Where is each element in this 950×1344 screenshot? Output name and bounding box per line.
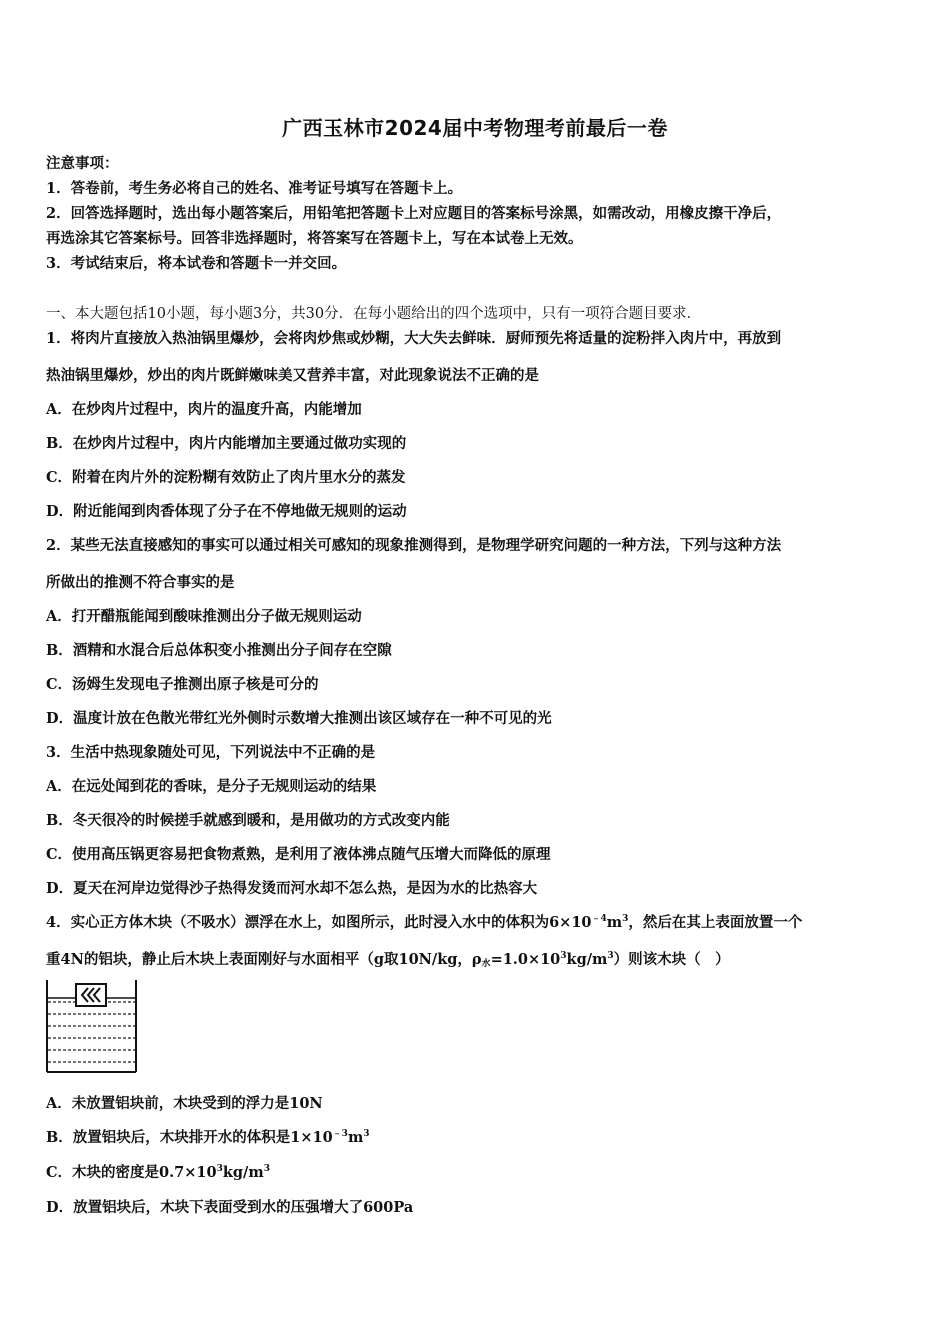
q1-stem: 热油锅里爆炒，炒出的肉片既鲜嫩味美又营养丰富，对此现象说法不正确的是 [46, 367, 539, 384]
notice-item: 3．考试结束后，将本试卷和答题卡一并交回。 [46, 255, 347, 272]
q3-option-b: B．冬天很冷的时候搓手就感到暖和，是用做功的方式改变内能 [46, 812, 450, 829]
q1-option-d: D．附近能闻到肉香体现了分子在不停地做无规则的运动 [46, 503, 407, 520]
q3-stem: 3．生活中热现象随处可见，下列说法中不正确的是 [46, 744, 376, 761]
wood-block [76, 984, 106, 1006]
q2-option-a: A．打开醋瓶能闻到酸味推测出分子做无规则运动 [46, 608, 362, 625]
q1-stem: 1．将肉片直接放入热油锅里爆炒，会将肉炒焦或炒糊，大大失去鲜味．厨师预先将适量的淀粉拌入肉片中，再放到 [46, 330, 782, 347]
notice-heading: 注意事项： [46, 155, 119, 172]
q2-stem: 2．某些无法直接感知的事实可以通过相关可感知的现象推测得到，是物理学研究问题的一种方法，下列与这种方法 [46, 537, 782, 554]
q3-option-a: A．在远处闻到花的香味，是分子无规则运动的结果 [46, 778, 377, 795]
q2-option-c: C．汤姆生发现电子推测出原子核是可分的 [46, 676, 319, 693]
q2-option-d: D．温度计放在色散光带红光外侧时示数增大推测出该区域存在一种不可见的光 [46, 710, 552, 727]
q4-option-a: A．未放置铝块前，木块受到的浮力是10N [46, 1095, 323, 1112]
notice-item: 2．回答选择题时，选出每小题答案后，用铅笔把答题卡上对应题目的答案标号涂黑，如需改动，用橡皮擦干净后， [46, 205, 782, 222]
q3-option-d: D．夏天在河岸边觉得沙子热得发烫而河水却不怎么热，是因为水的比热容大 [46, 880, 538, 897]
q1-option-c: C．附着在肉片外的淀粉糊有效防止了肉片里水分的蒸发 [46, 469, 406, 486]
notice-item: 再选涂其它答案标号。回答非选择题时，将答案写在答题卡上，写在本试卷上无效。 [46, 230, 583, 247]
q4-option-d: D．放置铝块后，木块下表面受到水的压强增大了600Pa [46, 1199, 414, 1216]
q3-option-c: C．使用高压锅更容易把食物煮熟，是利用了液体沸点随气压增大而降低的原理 [46, 846, 551, 863]
q4-stem: 重4N的铝块，静止后木块上表面刚好与水面相平（g取10N/kg，$\rho_水=1.0\times 10^3kg/m^3$）则该木块（ ） [46, 951, 730, 969]
section-heading: 一、本大题包括10小题，每小题3分，共30分．在每小题给出的四个选项中，只有一项符合题目要求． [46, 306, 702, 322]
q4-option-c: C．木块的密度是$0.7\times 10^3kg/m^3$ [46, 1164, 270, 1181]
q1-option-b: B．在炒肉片过程中，肉片内能增加主要通过做功实现的 [46, 435, 407, 452]
floating-block-figure [44, 978, 140, 1076]
notice-item: 1．答卷前，考生务必将自己的姓名、准考证号填写在答题卡上。 [46, 180, 463, 197]
q2-option-b: B．酒精和水混合后总体积变小推测出分子间存在空隙 [46, 642, 392, 659]
page-title: 广西玉林市2024届中考物理考前最后一卷 [282, 116, 668, 140]
q4-option-b: B．放置铝块后，木块排开水的体积是$1\times 10^{﹣3}m^3$ [46, 1129, 370, 1146]
q2-stem: 所做出的推测不符合事实的是 [46, 574, 235, 591]
q1-option-a: A．在炒肉片过程中，肉片的温度升高，内能增加 [46, 401, 362, 418]
q4-stem: 4．实心正方体木块（不吸水）漂浮在水上，如图所示，此时浸入水中的体积为$6\times 10^{﹣4}m^3$，然后在其上表面放置一个 [46, 914, 803, 931]
